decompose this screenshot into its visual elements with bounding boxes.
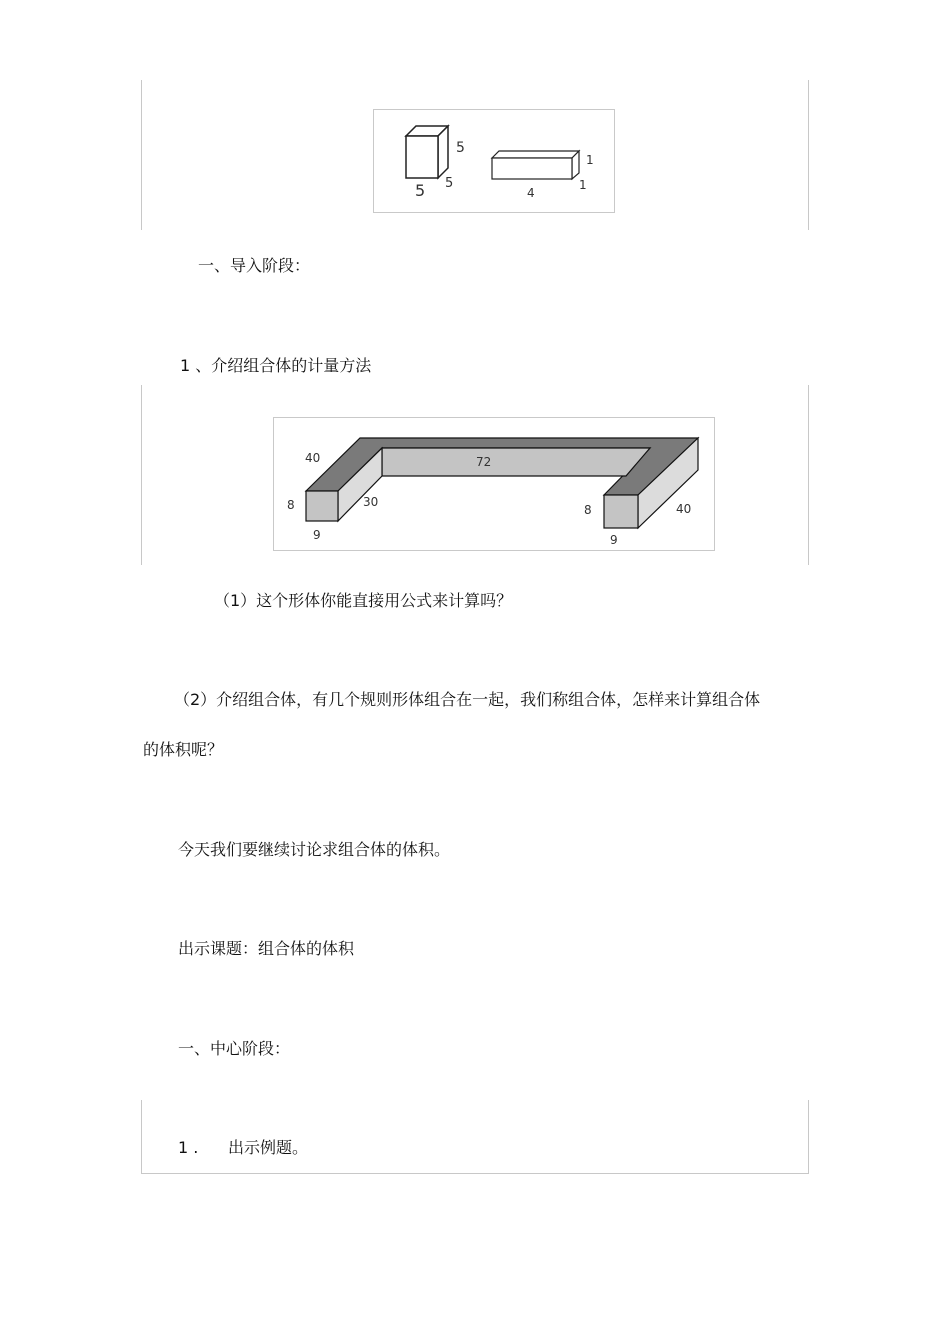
figure-cube-and-bar (373, 109, 615, 213)
left-depth-label: 40 (305, 451, 321, 465)
bar-length-label: 4 (527, 186, 535, 200)
section2-heading: 一、中心阶段： (178, 1039, 291, 1058)
right-depth-label: 40 (676, 502, 692, 516)
frame-right-top (808, 80, 809, 230)
figure-composite-solid (273, 417, 715, 551)
right-height-label: 8 (584, 503, 592, 517)
cube-bottom-label: 5 (415, 181, 426, 200)
today-paragraph: 今天我们要继续讨论求组合体的体积。 (178, 840, 451, 859)
frame-bottom (141, 1173, 809, 1174)
bar-height-label: 1 (586, 153, 594, 167)
left-inner-label: 30 (363, 495, 379, 509)
item1-heading: 1 、介绍组合体的计量方法 (180, 356, 372, 375)
item2-number: 1 . (178, 1138, 199, 1157)
cube-shape (406, 126, 448, 178)
item2-text: 出示例题。 (228, 1138, 309, 1157)
middle-length-label: 72 (476, 455, 492, 469)
cube-side-label: 5 (445, 176, 454, 191)
question2-line1: （2）介绍组合体，有几个规则形体组合在一起，我们称组合体，怎样来计算组合体 (174, 690, 761, 709)
left-height-label: 8 (287, 498, 295, 512)
composite-solid-shape (306, 438, 698, 528)
question1: （1）这个形体你能直接用公式来计算吗？ (214, 591, 513, 610)
right-width-label: 9 (610, 533, 618, 547)
bar-shape (492, 151, 579, 179)
frame-left-top (141, 80, 142, 230)
frame-left-mid (141, 385, 142, 565)
topic-paragraph: 出示课题：组合体的体积 (178, 939, 355, 958)
frame-right-bottom (808, 1100, 809, 1174)
question2-line2: 的体积呢？ (143, 740, 224, 759)
frame-right-mid (808, 385, 809, 565)
bar-depth-label: 1 (579, 178, 587, 192)
left-width-label: 9 (313, 528, 321, 542)
section1-heading: 一、导入阶段： (198, 256, 311, 275)
frame-left-bottom (141, 1100, 142, 1174)
cube-top-label: 5 (456, 140, 465, 156)
